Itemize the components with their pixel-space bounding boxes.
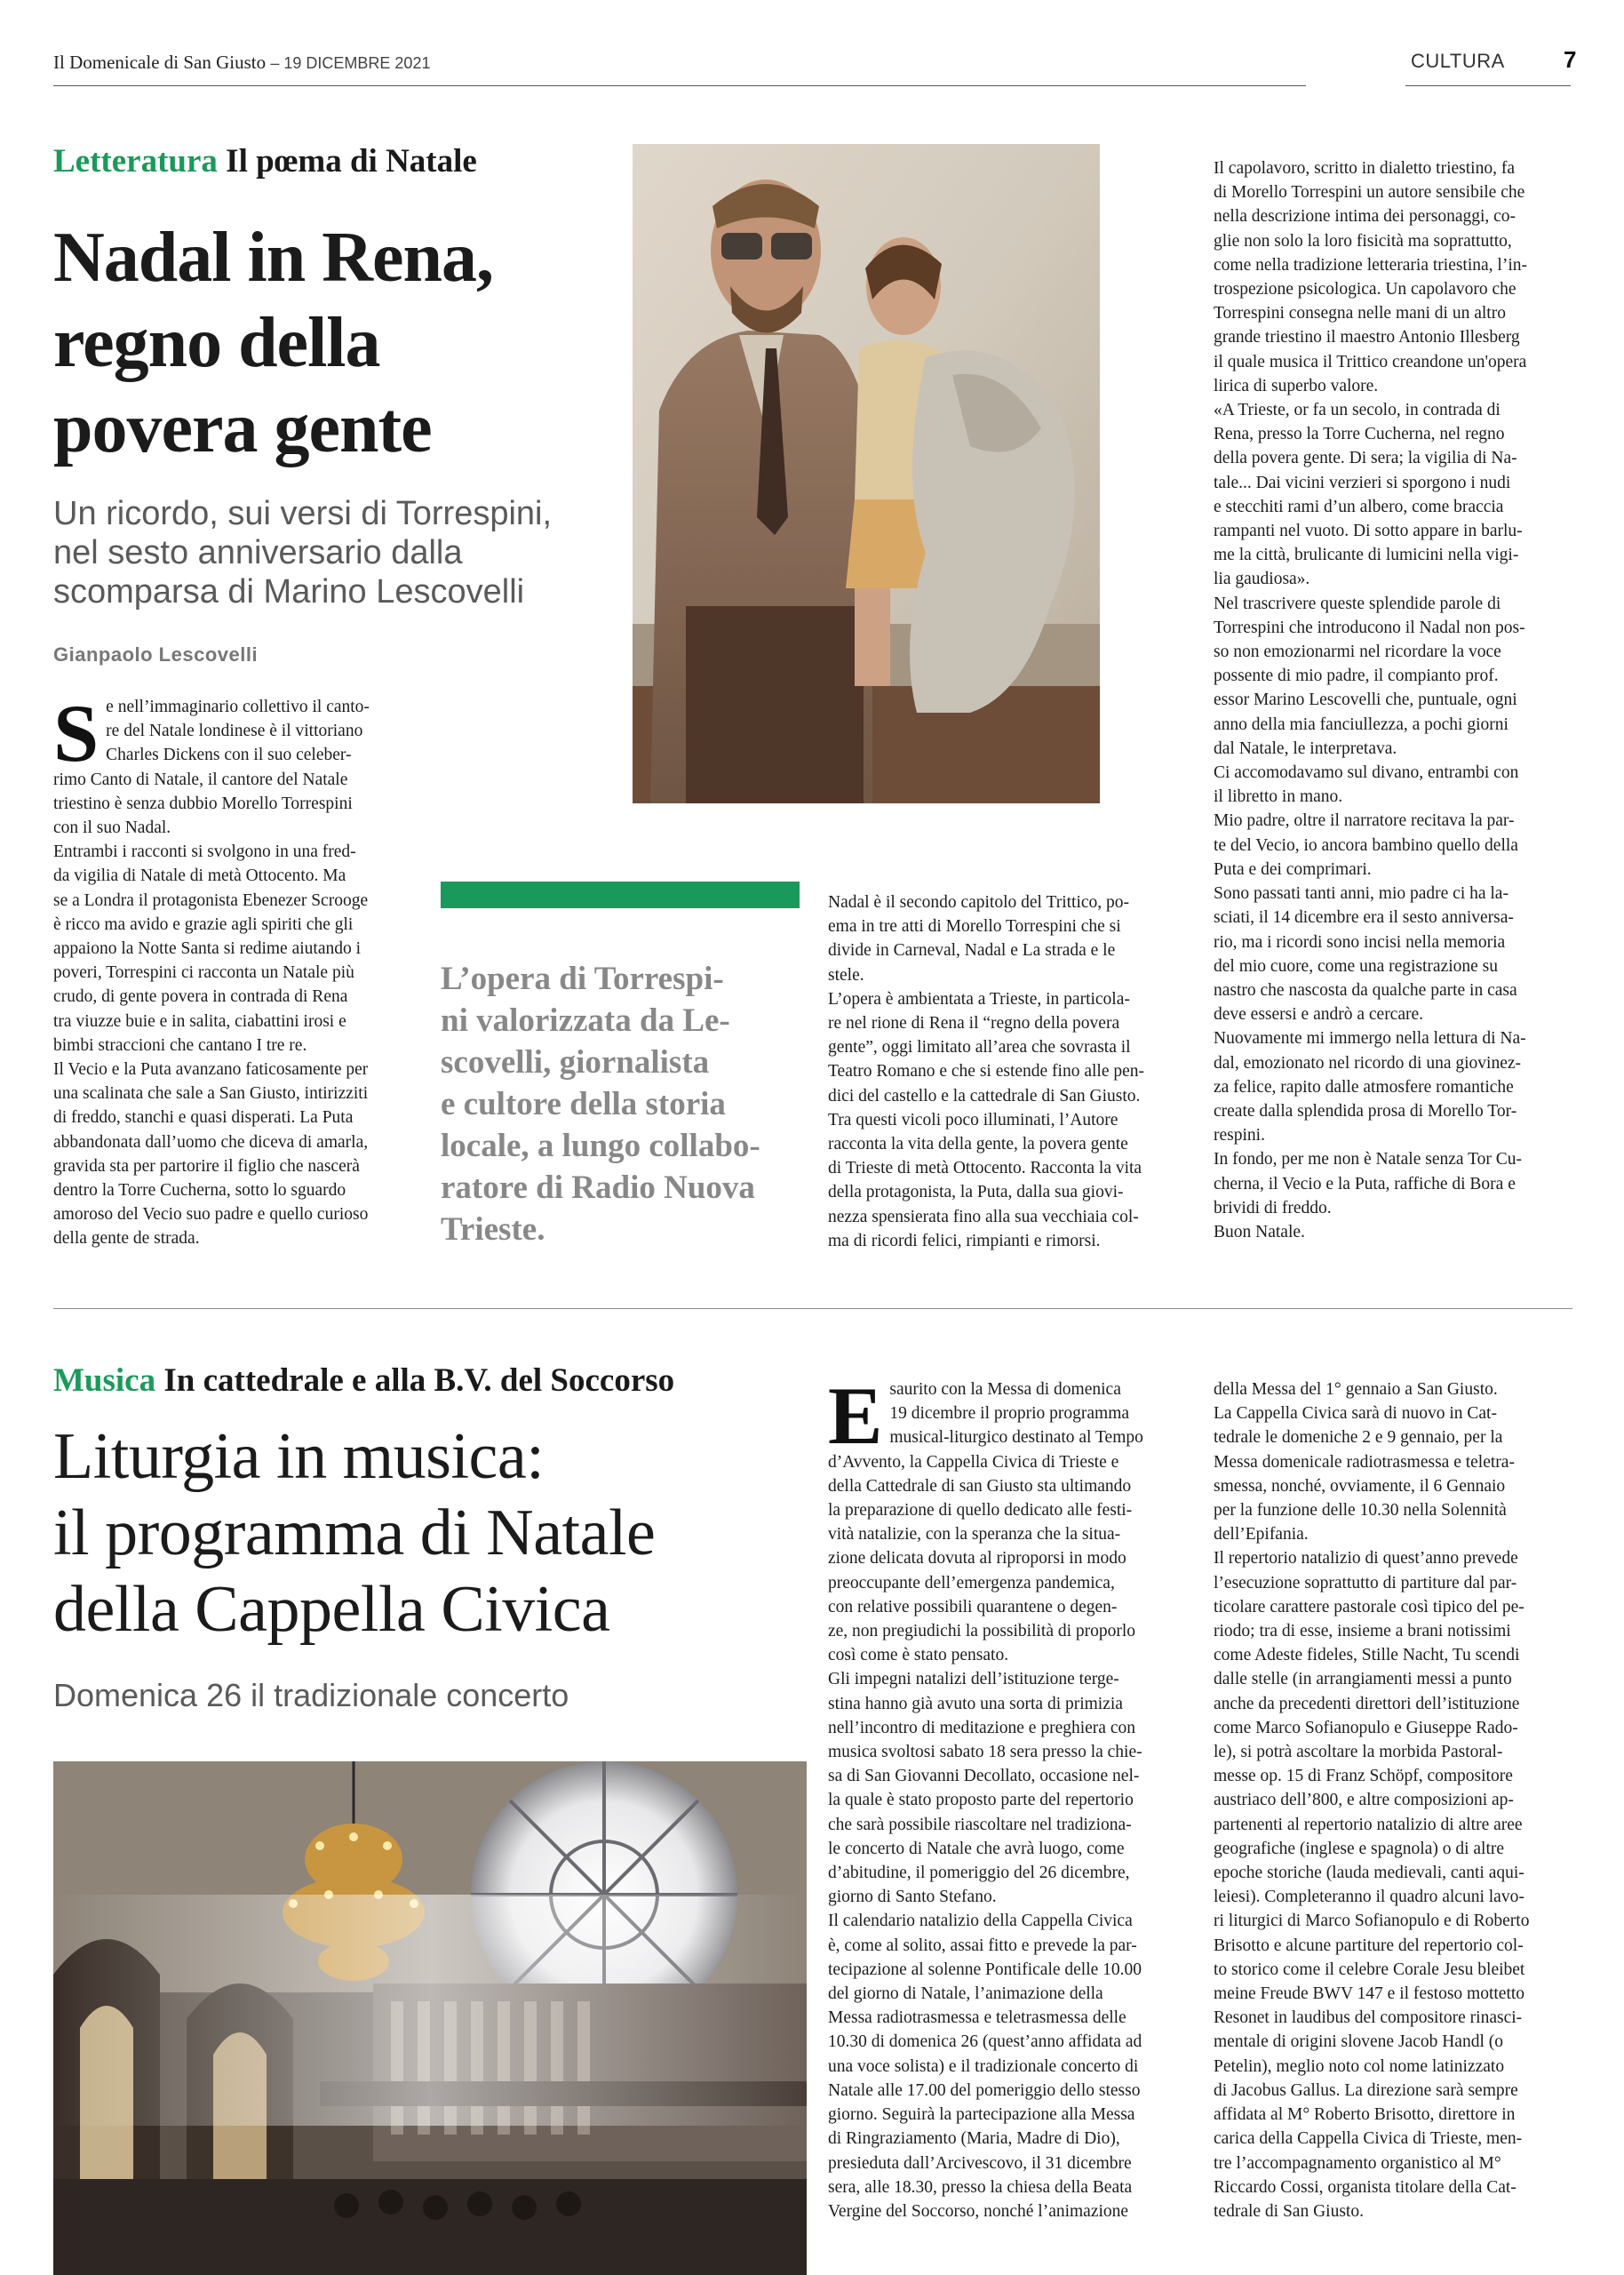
text-line: bimbi straccioni che cantano I tre re. [53,1035,307,1055]
text-line: Il Vecio e la Puta avanzano faticosamente per [53,1060,369,1080]
text-line: gente”, oggi limitato all’area che sovrasta il [828,1038,1131,1058]
article2-kicker-topic: In cattedrale e alla B.V. del Soccorso [163,1362,675,1399]
text-line: di Ringraziamento (Maria, Madre di Dio), [828,2129,1120,2149]
text-line: le concerto di Natale che avrà luogo, come [828,1839,1125,1858]
text-line: dal Natale, le interpretava. [1214,738,1397,758]
text-line: Riccardo Cossi, organista titolare della Cat- [1214,2177,1517,2197]
text-line: Messa radiotrasmessa e teletrasmessa delle [828,2008,1126,2028]
text-line: ema in tre atti di Morello Torrespini che si [828,917,1121,937]
text-line: l’esecuzione soprattutto di partiture dal par- [1214,1573,1517,1592]
text-line: Torrespini consegna nelle mani di un altro [1214,304,1506,323]
text-line: Ci accomodavamo sul divano, entrambi con [1214,763,1519,783]
text-line: Nuovamente mi immergo nella lettura di Na- [1214,1029,1526,1049]
text-line: brividi di freddo. [1214,1198,1332,1217]
article1-kicker-section: Letteratura [53,143,218,180]
article1-column-1 [53,688,419,1251]
text-line: rimo Canto di Natale, il cantore del Natale [53,770,348,789]
text-line: come Marco Sofianopulo e Giuseppe Rado- [1214,1718,1518,1737]
text-line: dell’Epifania. [1214,1525,1309,1545]
text-line: della povera gente. Di sera; la vigilia di Na- [1214,449,1517,468]
pull-quote-bar [441,882,800,908]
text-line: carica della Cappella Civica di Trieste, men- [1214,2129,1523,2149]
text-line: d’abitudine, il pomeriggio del 26 dicembre, [828,1864,1130,1883]
text-line: per la funzione delle 10.30 nella Solennità [1214,1501,1507,1521]
text-line: Natale alle 17.00 del pomeriggio dello stesso [828,2080,1141,2100]
text-line: il libretto in mano. [1214,787,1343,807]
text-line: Il calendario natalizio della Cappella Civica [828,1912,1133,1931]
text-line: Vergine del Soccorso, nonché l’animazione [828,2201,1129,2221]
text-line: Resonet in laudibus del compositore rinasci- [1214,2008,1523,2028]
deck-line: Un ricordo, sui versi di Torrespini, [53,495,553,532]
text-line: cherna, il Vecio e la Puta, raffiche di Bora e [1214,1174,1516,1193]
text-line: racconta la vita della gente, la povera gente [828,1135,1128,1154]
text-line: è, come al solito, assai fitto e prevede la par- [828,1936,1137,1955]
text-line: «A Trieste, or fa un secolo, in contrada di [1214,401,1501,420]
article1-headline [53,215,622,471]
quote-line: ni valorizzata da Le- [441,1002,730,1039]
text-line: so non emozionarmi nel ricordare la voce [1214,643,1501,662]
text-line: leiesi). Completeranno il quadro alcuni lavo- [1214,1888,1524,1907]
text-line: to storico come il celebre Corale Jesu bleibet [1214,1960,1525,1979]
text-line: sa di San Giovanni Decollato, occasione nel- [828,1767,1140,1786]
text-line: ticolare carattere pastorale così tipico del pe- [1214,1597,1524,1616]
text-line: rio, ma i ricordi sono incisi nella memoria [1214,932,1506,952]
text-line: e nell’immaginario collettivo il canto- [106,698,370,716]
text-line: preoccupante dell’emergenza pandemica, [828,1573,1115,1592]
text-line: re nel rione di Rena il “regno della povera [828,1014,1120,1034]
article1-photo [633,144,1100,803]
text-line: il quale musica il Trittico creandone un'opera [1214,352,1527,371]
quote-line: ratore di Radio Nuova [441,1169,755,1206]
text-line: lirica di superbo valore. [1214,376,1379,395]
article1-kicker-topic: Il pœma di Natale [226,143,477,180]
text-line: della Cattedrale di san Giusto sta ultimando [828,1476,1132,1496]
section-label: CULTURA [1411,50,1505,72]
text-line: tedrale le domeniche 2 e 9 gennaio, per la [1214,1428,1503,1448]
text-line: Nadal è il secondo capitolo del Trittico, po- [828,893,1130,912]
article1-kicker [53,142,477,180]
text-line: epoche storiche (lauda medievali, canti aqui- [1214,1864,1524,1883]
article2-deck: Domenica 26 il tradizionale concerto [53,1677,569,1713]
text-line: zione delicata dovuta al riproporsi in modo [828,1549,1126,1569]
text-line: rampanti nel vuoto. Di sotto appare in barlu- [1214,522,1523,541]
text-line: Charles Dickens con il suo celeber- [106,746,352,765]
text-line: le), si potrà ascoltare la morbida Pastoral- [1214,1743,1503,1762]
text-line: geografiche (inglese e spagnola) o di altre [1214,1839,1505,1858]
text-line: 19 dicembre il proprio programma [889,1404,1130,1424]
text-line: austriaco dell’800, e altre composizioni ap- [1214,1791,1514,1810]
text-line: Puta e dei comprimari. [1214,859,1372,879]
text-line: crudo, di gente povera in contrada di Rena [53,987,348,1007]
text-line: grande triestino il maestro Antonio Illesberg [1214,328,1520,347]
quote-line: scovelli, giornalista [441,1044,710,1081]
text-line: trospezione psicologica. Un capolavoro che [1214,280,1517,299]
text-line: con il suo Nadal. [53,818,171,838]
text-line: una voce solista) e il tradizionale concerto di [828,2056,1139,2076]
text-line: deve essersi e andrò a cercare. [1214,1005,1424,1025]
text-line: Sono passati tanti anni, mio padre ci ha la- [1214,884,1509,904]
text-line: se a Londra il protagonista Ebenezer Scrooge [53,890,369,910]
text-line: del giorno di Natale, l’animazione della [828,1984,1103,2004]
page-number: 7 [1564,46,1577,73]
text-line: come nella tradizione letteraria triestina, l’in- [1214,255,1527,275]
text-line: musica svoltosi sabato 18 sera presso la chie- [828,1743,1142,1762]
text-line: 10.30 di domenica 26 (quest’anno affidata ad [828,2032,1142,2052]
text-line: dal, emozionato nel ricordo di una giovinez- [1214,1053,1522,1073]
headline-line: il programma di Natale [53,1497,656,1569]
text-line: triestino è senza dubbio Morello Torrespini [53,794,353,813]
dropcap: E [828,1370,883,1461]
text-line: che sarà possibile riascoltare nel tradiziona- [828,1815,1132,1834]
text-line: di Trieste di metà Ottocento. Racconta la vita [828,1159,1142,1178]
text-line: mentale di origini slovene Jacob Handl (o [1214,2032,1503,2052]
text-line: Petelin), meglio noto col nome latinizzato [1214,2056,1505,2076]
article2-kicker [53,1361,674,1400]
text-line: gravida sta per partorire il figlio che nascerà [53,1156,360,1176]
text-line: vità natalizie, con la speranza che la situa- [828,1525,1121,1545]
issue-date: – 19 DICEMBRE 2021 [270,54,431,72]
text-line: divide in Carneval, Nadal e La strada e le [828,941,1116,961]
text-line: musical-liturgico destinato al Tempo [889,1428,1143,1448]
text-line: messe op. 15 di Franz Schöpf, compositore [1214,1767,1513,1786]
text-line: sera, alle 18.30, presso la chiesa della Beata [828,2177,1133,2197]
text-line: così come è stato pensato. [828,1646,1009,1665]
text-line: d’Avvento, la Cappella Civica di Trieste e [828,1452,1119,1472]
text-line: Buon Natale. [1214,1222,1305,1241]
text-line: L’opera è ambientata a Trieste, in particola- [828,989,1130,1009]
text-line: come Adeste fideles, Stille Nacht, Tu scendi [1214,1646,1520,1665]
article2-column-2 [1214,1377,1571,2223]
headline-line: povera gente [53,389,432,467]
text-line: ma di ricordi felici, rimpianti e rimorsi. [828,1231,1101,1250]
text-line: Nel trascrivere queste splendide parole di [1214,594,1501,613]
text-line: di Jacobus Gallus. La direzione sarà sempre [1214,2080,1518,2100]
masthead [53,52,430,74]
text-line: re del Natale londinese è il vittoriano [106,722,363,741]
text-line: La Cappella Civica sarà di nuovo in Cat- [1214,1404,1497,1424]
deck-line: scomparsa di Marino Lescovelli [53,573,525,611]
text-line: dalle stelle (in arrangiamenti messi a punto [1214,1670,1512,1689]
text-line: tra viuzze buie e in salita, ciabattini irosi e [53,1011,346,1031]
headline-line: Nadal in Rena, [53,219,493,297]
text-line: meine Freude BWV 147 e il festoso mottetto [1214,1984,1525,2004]
text-line: glie non solo la loro fisicità ma soprattutto, [1214,231,1512,251]
text-line: Tra questi vicoli poco illuminati, l’Autore [828,1110,1118,1130]
text-line: poveri, Torrespini ci racconta un Natale più [53,963,354,983]
text-line: Mio padre, oltre il narratore recitava la par- [1214,811,1515,831]
article2-kicker-section: Musica [53,1362,156,1399]
text-line: partenenti al repertorio natalizio di altre aree [1214,1815,1523,1834]
dropcap: S [53,688,100,778]
text-line: Rena, presso la Torre Cucherna, nel regno [1214,425,1505,444]
text-line: è ricco ma avido e grazie agli spiriti che gli [53,914,354,934]
text-line: della protagonista, la Puta, dalla sua giovi- [828,1183,1124,1202]
text-line: della Messa del 1° gennaio a San Giusto. [1214,1380,1498,1399]
article1-deck [53,494,631,611]
article2-column-1 [828,1370,1192,2223]
text-line: Il capolavoro, scritto in dialetto triestino, fa [1214,159,1515,178]
article2-headline [53,1418,817,1648]
text-line: giorno. Seguirà la partecipazione alla Messa [828,2105,1135,2125]
text-line: affidata al M° Roberto Brisotto, direttore in [1214,2105,1516,2125]
text-line: stina hanno già avuto una sorta di primizia [828,1694,1123,1713]
text-line: smessa, nonché, ovviamente, il 6 Gennaio [1214,1476,1506,1496]
quote-line: L’opera di Torrespi- [441,961,724,997]
article1-column-4 [1214,156,1571,1244]
headline-line: regno della [53,304,380,382]
quote-line: e cultore della storia [441,1086,726,1122]
text-line: giorno di Santo Stefano. [828,1888,997,1907]
text-line: della gente de strada. [53,1229,200,1249]
text-line: la quale è stato proposto parte del repertorio [828,1791,1134,1810]
text-line: In fondo, per me non è Natale senza Tor Cu- [1214,1150,1522,1169]
text-line: nezza spensierata fino alla sua vecchiaia col- [828,1207,1139,1226]
text-line: nella descrizione intima dei personaggi, co- [1214,207,1517,227]
deck-line: nel sesto anniversario dalla [53,534,463,571]
headline-line: Liturgia in musica: [53,1420,545,1493]
header-rule-section [1405,85,1571,86]
text-line: una scalinata che sale a San Giusto, intirizziti [53,1084,369,1104]
text-line: Torrespini che introducono il Nadal non pos- [1214,618,1525,637]
text-line: tecipazione al solenne Pontificale delle 10.00 [828,1960,1142,1979]
text-line: Entrambi i racconti si svolgono in una fred- [53,842,356,862]
text-line: respini. [1214,1126,1265,1145]
text-line: me la città, brulicante di lumicini nella vigi- [1214,546,1519,565]
text-line: riodo; tra di esse, insieme a brani notissimi [1214,1622,1511,1641]
text-line: tale... Dai vicini verzieri si sporgono i nudi [1214,473,1511,492]
headline-line: della Cappella Civica [53,1573,610,1646]
text-line: Messa domenicale radiotrasmessa e teletra- [1214,1452,1515,1472]
text-line: appaiono la Notte Santa si redime aiutando i [53,939,362,959]
text-line: nell’incontro di meditazione e preghiera con [828,1718,1135,1737]
text-line: nastro che nascosta da qualche parte in casa [1214,980,1517,1000]
text-line: amoroso del Vecio suo padre e quello curioso [53,1205,369,1225]
article2-photo [53,1761,807,2275]
text-line: ze, non pregiudichi la possibilità di proporlo [828,1622,1136,1641]
article1-column-3 [828,890,1192,1253]
text-line: abbandonata dall’uomo che diceva di amarla, [53,1132,369,1152]
header-rule [53,85,1306,86]
text-line: con relative possibili quarantene o degen- [828,1597,1118,1616]
text-line: presieduta dall’Arcivescovo, il 31 dicembre [828,2153,1132,2173]
text-line: create dalla splendida prosa di Morello Tor- [1214,1101,1517,1121]
text-line: possente di mio padre, il compianto prof. [1214,667,1499,686]
quote-line: locale, a lungo collabo- [441,1128,760,1164]
text-line: da vigilia di Natale di metà Ottocento. Ma [53,866,346,886]
article-divider [53,1308,1572,1309]
text-line: del mio cuore, come una registrazione su [1214,956,1499,976]
text-line: Brisotto e alcune partiture del repertorio col- [1214,1936,1524,1955]
text-line: e stecchiti rami d’un albero, come braccia [1214,497,1504,516]
text-line: te del Vecio, io ancora bambino quello della [1214,835,1518,855]
text-line: Il repertorio natalizio di quest’anno prevede [1214,1549,1518,1569]
text-line: tre l’accompagnamento organistico al M° [1214,2153,1501,2173]
text-line: saurito con la Messa di domenica [889,1380,1121,1399]
text-line: dentro la Torre Cucherna, sotto lo sguardo [53,1181,346,1201]
text-line: la preparazione di quello dedicato alle festi- [828,1501,1133,1521]
text-line: di freddo, stanchi e quasi disperati. La Puta [53,1108,354,1128]
text-line: sciati, il 14 dicembre era il sesto anniversa- [1214,908,1514,928]
text-line: dici del castello e la cattedrale di San Giusto. [828,1086,1141,1106]
article1-pull-quote [441,958,814,1250]
text-line: di Morello Torrespini un autore sensibile che [1214,183,1525,203]
text-line: Teatro Romano e che si estende fino alle pen- [828,1062,1144,1082]
text-line: ri liturgici di Marco Sofianopulo e di Roberto [1214,1912,1530,1931]
newspaper-name: Il Domenicale di San Giusto [53,52,267,73]
text-line: lia gaudiosa». [1214,570,1310,589]
text-line: tedrale di San Giusto. [1214,2201,1364,2221]
text-line: Gli impegni natalizi dell’istituzione terge- [828,1670,1119,1689]
text-line: za felice, rapito dalle atmosfere romantiche [1214,1077,1514,1097]
quote-line: Trieste. [441,1211,545,1248]
text-line: anno della mia fanciullezza, a pochi giorni [1214,714,1509,734]
text-line: anche da precedenti direttori dell’istituzione [1214,1694,1520,1713]
article1-byline: Gianpaolo Lescovelli [53,643,259,666]
text-line: stele. [828,965,864,985]
text-line: essor Marino Lescovelli che, puntuale, ogni [1214,690,1517,710]
